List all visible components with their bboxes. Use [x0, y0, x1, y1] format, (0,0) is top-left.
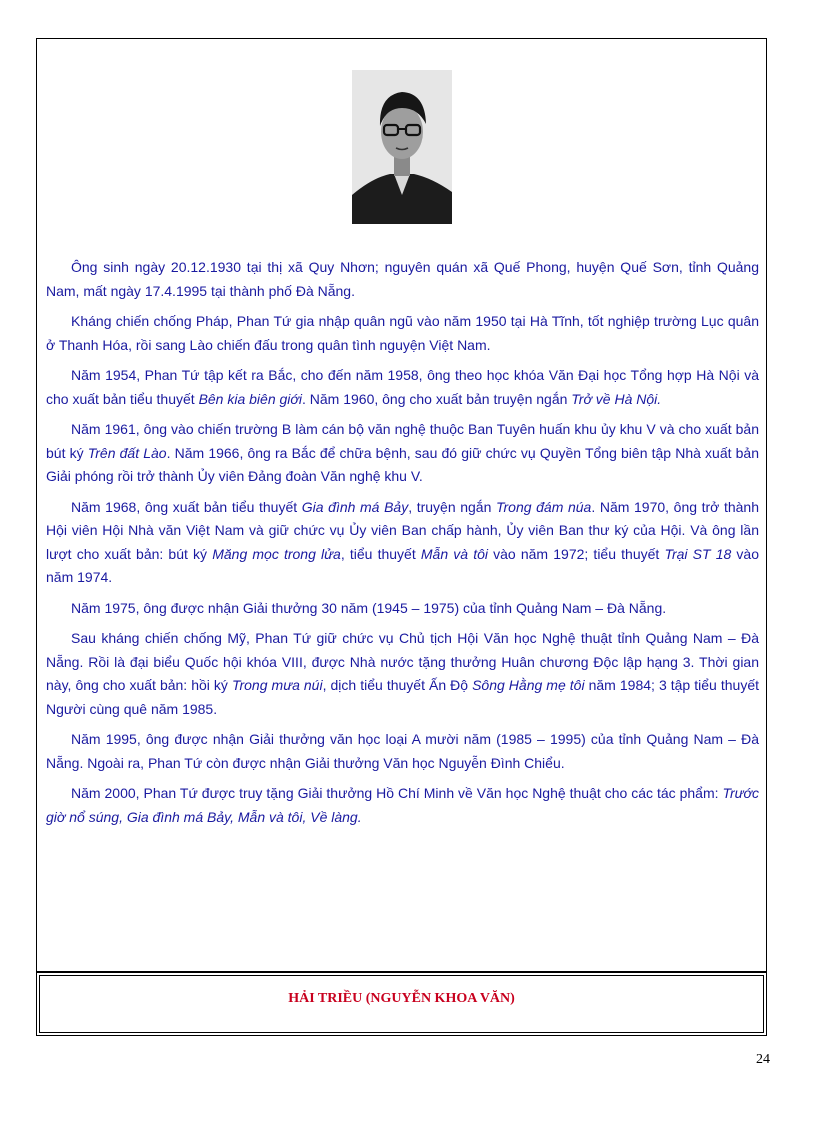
paragraph	[46, 418, 759, 489]
author-portrait	[352, 70, 452, 224]
text-run: Năm 1995, ông được nhận Giải thưởng văn học loại A mười năm (1985 – 1995) của tỉnh Quảng Nam – Đà Nẵng. Ngoài ra, Phan Tứ còn được nhận Giải thưởng Văn học Nguyễn Đình Chiểu.	[46, 731, 759, 771]
paragraph	[46, 597, 759, 621]
paragraph	[46, 728, 759, 775]
paragraph	[46, 256, 759, 303]
text-run: Năm 1975, ông được nhận Giải thưởng 30 năm (1945 – 1975) của tỉnh Quảng Nam – Đà Nẵng.	[71, 599, 667, 616]
work-title: Gia đình má Bảy	[301, 498, 409, 515]
text-run: vào năm 1974.	[46, 545, 760, 585]
work-title: Bên kia biên giới	[198, 390, 302, 407]
paragraph	[46, 310, 759, 357]
next-author-title: HẢI TRIỀU (NGUYỄN KHOA VĂN)	[288, 991, 515, 1006]
text-run: Năm 2000, Phan Tứ được truy tặng Giải thưởng Hồ Chí Minh về Văn học Nghệ thuật cho các tác phẩm:	[71, 785, 723, 801]
person-portrait-icon	[352, 70, 452, 224]
text-run: , truyện ngắn	[408, 498, 496, 515]
work-title: Măng mọc trong lửa	[212, 545, 341, 562]
text-run: , tiểu thuyết	[340, 545, 421, 562]
work-title: Trước giờ nổ súng, Gia đình má Bảy, Mẫn và tôi, Về làng.	[46, 785, 759, 825]
text-run: vào năm 1972; tiểu thuyết	[487, 545, 665, 562]
work-title: Trở về Hà Nội.	[571, 390, 662, 407]
text-run: Năm 1954, Phan Tứ tập kết ra Bắc, cho đến năm 1958, ông theo học khóa Văn Đại học Tổng hợp Hà Nội và cho xuất bản tiểu thuyết	[46, 367, 759, 407]
text-run: Sau kháng chiến chống Mỹ, Phan Tứ giữ chức vụ Chủ tịch Hội Văn học Nghệ thuật tỉnh Quảng Nam – Đà Nẵng. Rồi là đại biểu Quốc hội khóa VIII, được Nhà nước tặng thưởng Huân chương Độc lập hạng 3. Thời gian này, ông cho xuất bản: hồi ký	[46, 630, 759, 693]
paragraph	[46, 364, 759, 411]
work-title: Trong mưa núi	[231, 677, 323, 693]
footer-inner-border	[39, 975, 764, 1033]
text-run: năm 1984; 3 tập tiểu thuyết Người cùng quê năm 1985.	[46, 677, 759, 717]
work-title: Trại ST 18	[664, 545, 732, 562]
text-run: Ông sinh ngày 20.12.1930 tại thị xã Quy Nhơn; nguyên quán xã Quế Phong, huyện Quế Sơn, tỉnh Quảng Nam, mất ngày 17.4.1995 tại thành phố Đà Nẵng.	[46, 259, 759, 299]
text-run: Năm 1968, ông xuất bản tiểu thuyết	[71, 498, 302, 515]
text-run: Kháng chiến chống Pháp, Phan Tứ gia nhập quân ngũ vào năm 1950 tại Hà Tĩnh, tốt nghiệp trường Lục quân ở Thanh Hóa, rồi sang Lào chiến đấu trong quân tình nguyện Việt Nam.	[46, 313, 759, 353]
work-title: Mẫn và tôi	[420, 545, 488, 562]
text-run: Năm 1961, ông vào chiến trường B làm cán bộ văn nghệ thuộc Ban Tuyên huấn khu ủy khu V và cho xuất bản bút ký	[46, 421, 759, 461]
page-number: 24	[756, 1052, 770, 1067]
work-title: Trên đất Lào	[87, 444, 167, 461]
biography-text	[46, 256, 759, 836]
text-run: , dịch tiểu thuyết Ấn Độ	[322, 677, 473, 693]
text-run: . Năm 1970, ông trở thành Hội viên Hội Nhà văn Việt Nam và giữ chức vụ Ủy viên Ban chấp hành, Ủy viên Ban thư ký của Hội. Và ông lần lượt cho xuất bản: bút ký	[46, 498, 760, 562]
paragraph	[46, 782, 759, 829]
work-title: Trong đám núa	[495, 498, 592, 515]
footer-box	[36, 972, 767, 1036]
text-run: . Năm 1960, ông cho xuất bản truyện ngắn	[301, 390, 572, 407]
paragraph	[46, 496, 759, 590]
work-title: Sông Hằng mẹ tôi	[472, 677, 585, 693]
paragraph	[46, 627, 759, 721]
text-run: . Năm 1966, ông ra Bắc để chữa bệnh, sau đó giữ chức vụ Quyền Tổng biên tập Nhà xuất bản Giải phóng rồi trở thành Ủy viên Đảng đoàn Văn nghệ khu V.	[46, 444, 759, 484]
